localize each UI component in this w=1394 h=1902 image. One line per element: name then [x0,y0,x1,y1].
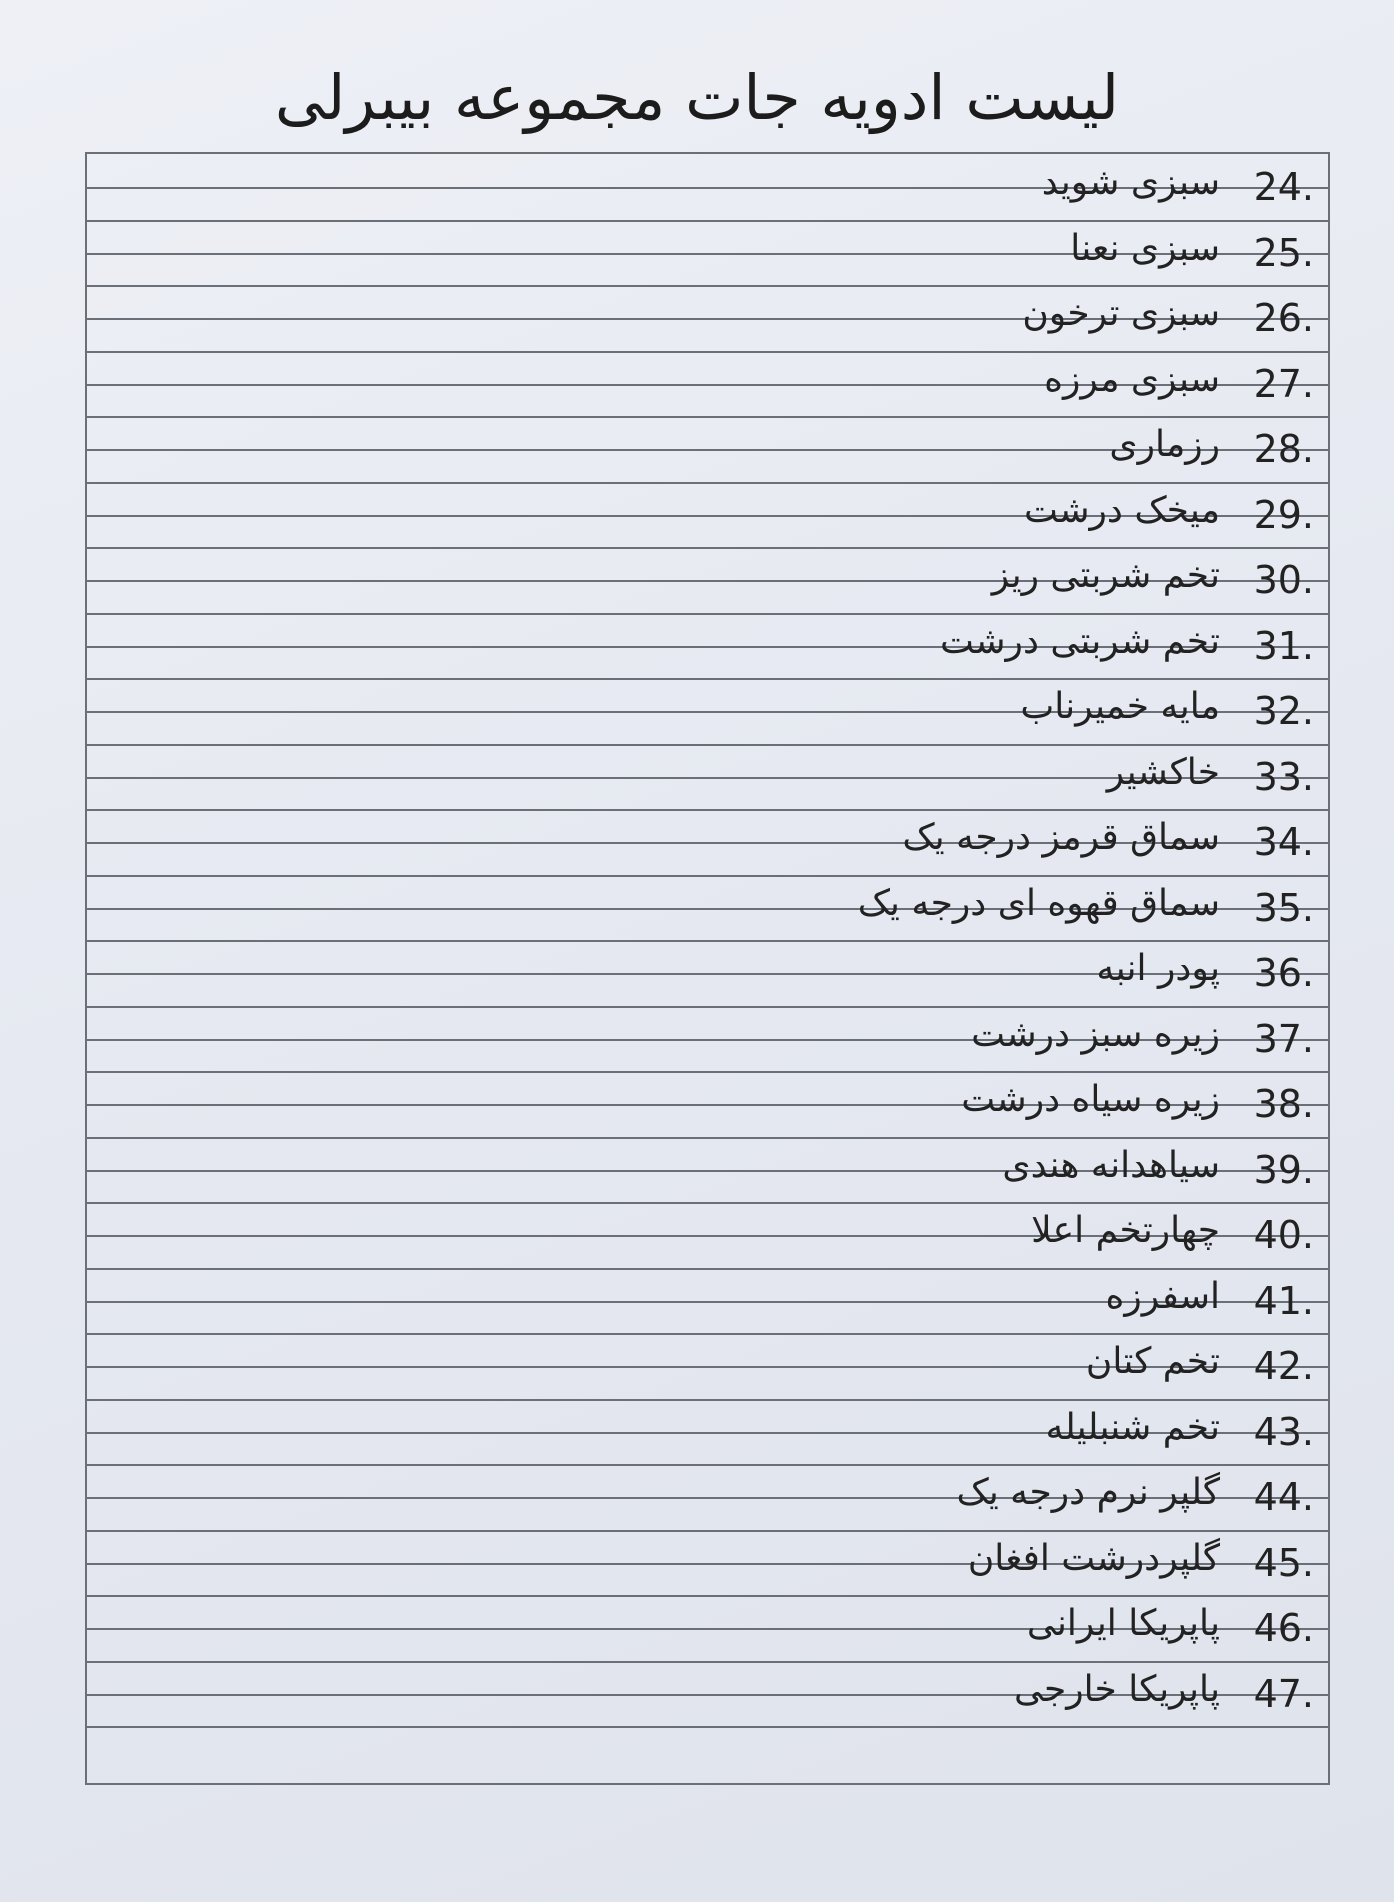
row-divider [87,744,1328,746]
list-item-number: 39. [1253,1147,1314,1192]
list-item-name: میخک درشت [1024,489,1220,531]
list-item-number: 30. [1253,558,1314,602]
list-item-name: پودر انبه [1096,948,1220,989]
row-divider [87,416,1328,418]
list-item-number: 26. [1253,296,1314,340]
row-divider [87,1333,1328,1335]
list-item-name: گلپر نرم درجه یک [956,1472,1220,1513]
list-item-name: اسفرزه [1105,1275,1220,1317]
row-divider [87,351,1328,353]
list-item-name: سماق قرمز درجه یک [902,817,1220,858]
list-item-name: پاپریکا ایرانی [1026,1603,1220,1644]
list-item-name: سبزی شوید [1041,162,1220,203]
row-divider [87,1726,1328,1728]
list-item-name: زیره سیاه درشت [961,1079,1220,1120]
row-divider [87,940,1328,942]
list-item-number: 24. [1253,165,1314,209]
list-item-number: 44. [1253,1475,1314,1519]
list-item-name: تخم شربتی درشت [940,620,1220,662]
list-item-name: سبزی ترخون [1022,293,1220,334]
list-item-number: 34. [1253,820,1314,864]
list-item-name: سبزی مرزه [1044,358,1220,400]
list-item-number: 32. [1253,689,1314,733]
row-divider [87,1530,1328,1532]
list-item-number: 43. [1253,1409,1314,1454]
list-item-number: 45. [1253,1540,1314,1585]
list-item-number: 35. [1253,885,1314,930]
list-item-number: 25. [1253,230,1314,275]
list-item-number: 38. [1253,1082,1314,1126]
row-divider [87,1268,1328,1270]
list-item-name: مایه خمیرناب [1020,686,1220,727]
list-item-number: 29. [1253,492,1314,537]
row-divider [87,285,1328,287]
row-divider [87,1137,1328,1139]
row-divider [87,1661,1328,1663]
row-divider [87,220,1328,222]
list-item-number: 33. [1253,754,1314,799]
row-divider [87,1399,1328,1401]
row-divider [87,678,1328,680]
list-item-name: پاپریکا خارجی [1013,1668,1220,1710]
row-divider [87,547,1328,549]
list-item-number: 28. [1253,427,1314,471]
list-item-name: سبزی نعنا [1070,227,1220,269]
row-divider [87,1006,1328,1008]
list-item-number: 41. [1253,1278,1314,1323]
list-item-name: خاکشیر [1106,751,1220,793]
list-item-name: زیره سبز درشت [971,1013,1220,1055]
list-item-name: سیاهدانه هندی [1002,1144,1220,1186]
list-item-name: تخم شنبلیله [1045,1406,1220,1448]
list-item-number: 31. [1253,623,1314,668]
list-item-number: 40. [1253,1213,1314,1257]
row-divider [87,809,1328,811]
list-item-number: 37. [1253,1016,1314,1061]
list-item-number: 42. [1253,1344,1314,1388]
list-item-name: چهارتخم اعلا [1031,1210,1220,1251]
list-item-number: 27. [1253,361,1314,406]
list-item-name: تخم کتان [1085,1341,1220,1382]
row-divider [87,1464,1328,1466]
list-item-name: رزماری [1109,424,1220,465]
row-divider [87,482,1328,484]
spice-list-table [85,152,1330,1785]
list-item-number: 36. [1253,951,1314,995]
document-title: لیست ادویه جات مجموعه بیبرلی [274,61,1120,134]
list-item-name: تخم شربتی ریز [991,555,1220,596]
list-item-number: 46. [1253,1606,1314,1650]
list-item-name: گلپردرشت افغان [967,1537,1220,1579]
row-divider [87,613,1328,615]
row-divider [87,875,1328,877]
list-item-number: 47. [1253,1671,1314,1716]
row-divider [87,1071,1328,1073]
row-divider [87,1595,1328,1597]
list-item-name: سماق قهوه ای درجه یک [857,882,1220,924]
row-divider [87,1202,1328,1204]
